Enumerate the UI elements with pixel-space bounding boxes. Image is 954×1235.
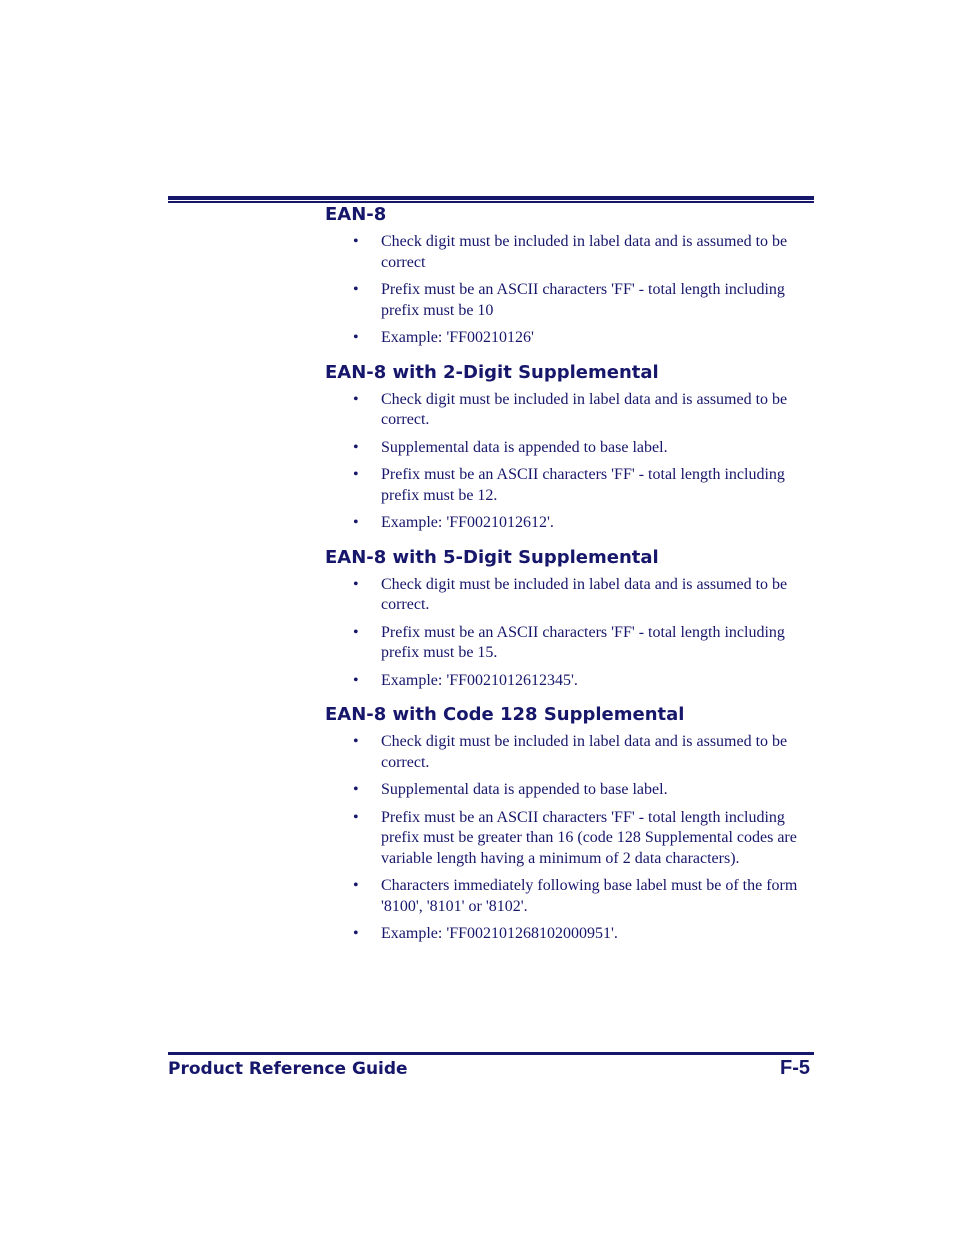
list-item [325,876,815,917]
footer-title: Product Reference Guide [168,1059,408,1079]
list-item-text: Example: 'FF002101268102000951'. [381,925,618,942]
bullet-marker: • [353,671,359,689]
bullet-marker: • [353,466,359,483]
list-item [325,780,815,801]
bullet-marker: • [353,575,359,593]
section-heading: EAN-8 with 5-Digit Supplemental [325,546,659,568]
list-item [325,513,815,534]
list-item-text: Check digit must be included in label data and is assumed to be correct. [381,575,788,613]
list-item-text: Prefix must be an ASCII characters 'FF' - total length including prefix must be 10 [381,281,785,319]
section-ean8-5digit [325,547,815,692]
list-item-text: Example: 'FF0021012612345'. [381,671,578,689]
list-item-text: Example: 'FF0021012612'. [381,514,554,531]
bullet-marker: • [353,623,359,641]
list-item [325,924,815,945]
section-heading: EAN-8 with Code 128 Supplemental [325,704,685,725]
bullet-marker: • [353,514,359,531]
footer-rule [168,1052,814,1055]
section-ean8-2digit [325,362,815,534]
list-item-text: Check digit must be included in label data and is assumed to be correct [381,233,788,271]
list-item-text: Supplemental data is appended to base label. [381,781,668,798]
header-rule-thin [168,201,814,203]
bullet-marker: • [353,781,359,798]
bullet-list [325,575,815,692]
bullet-marker: • [353,233,359,250]
list-item [325,232,815,273]
main-content [325,204,815,952]
bullet-list [325,732,815,945]
list-item-text: Check digit must be included in label data and is assumed to be correct. [381,390,788,428]
bullet-marker: • [353,925,359,942]
list-item [325,575,815,616]
bullet-list [325,232,815,349]
list-item [325,671,815,692]
bullet-marker: • [353,329,359,346]
bullet-marker: • [353,281,359,298]
bullet-marker: • [353,390,359,408]
list-item [325,390,815,431]
list-item [325,623,815,664]
bullet-marker: • [353,733,359,750]
header-rule [168,196,814,203]
bullet-marker: • [353,808,359,826]
bullet-marker: • [353,877,359,894]
page-number: F-5 [780,1057,810,1079]
list-item [325,808,815,870]
list-item [325,280,815,321]
list-item-text: Characters immediately following base label must be of the form '8100', '8101' or '8102'. [381,877,798,915]
header-rule-thick [168,196,814,200]
list-item-text: Check digit must be included in label data and is assumed to be correct. [381,733,788,771]
bullet-marker: • [353,438,359,456]
section-ean8 [325,204,815,349]
list-item [325,732,815,773]
list-item-text: Prefix must be an ASCII characters 'FF' - total length including prefix must be 12. [381,466,785,504]
list-item-text: Example: 'FF00210126' [381,329,534,346]
section-heading: EAN-8 [325,204,387,225]
list-item-text: Prefix must be an ASCII characters 'FF' - total length including prefix must be 15. [381,623,785,661]
list-item [325,438,815,459]
list-item-text: Prefix must be an ASCII characters 'FF' - total length including prefix must be greater than 16 (code 128 Supplemental codes are variable length having a minimum of 2 data characters). [381,808,797,867]
section-ean8-code128 [325,704,815,945]
section-heading: EAN-8 with 2-Digit Supplemental [325,361,659,383]
list-item [325,328,815,349]
bullet-list [325,390,815,534]
list-item-text: Supplemental data is appended to base label. [381,438,668,456]
list-item [325,465,815,506]
